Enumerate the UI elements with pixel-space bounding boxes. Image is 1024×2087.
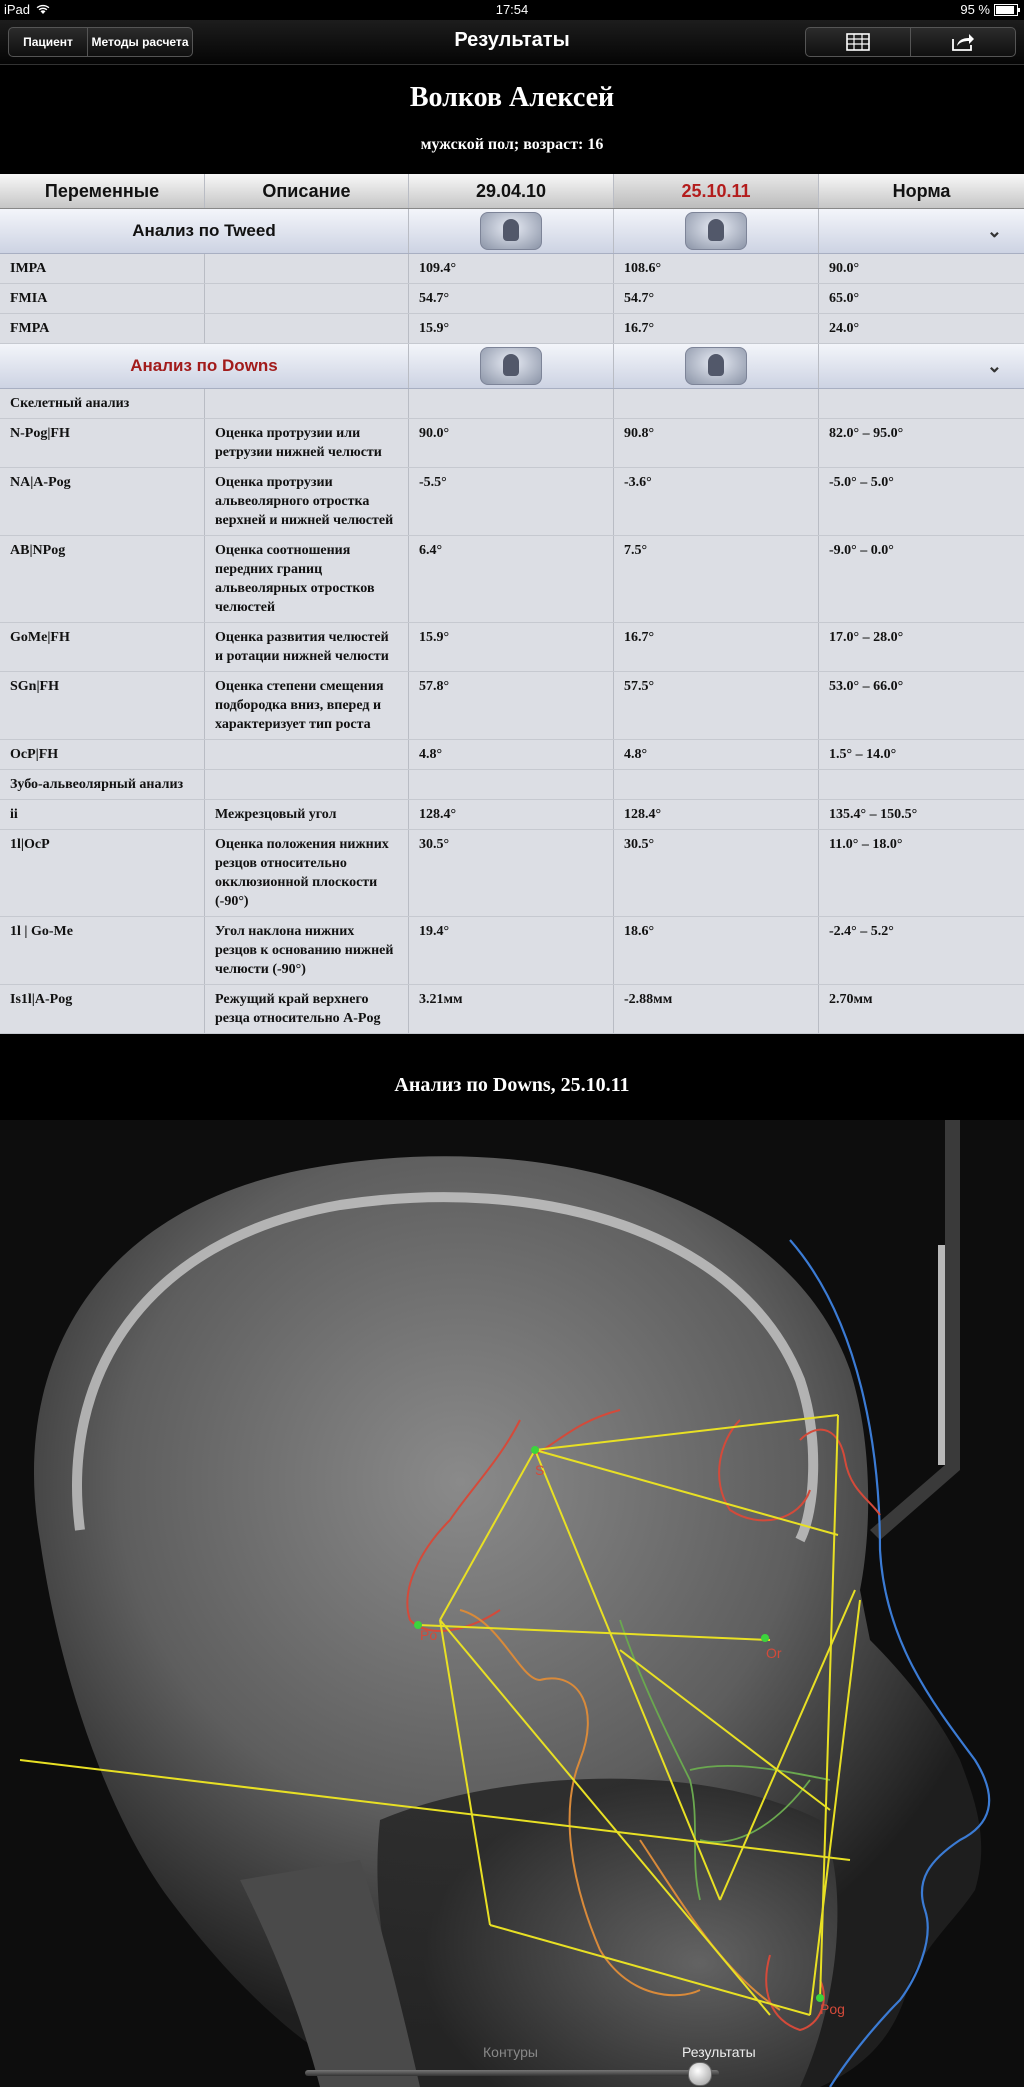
table-row [0,468,1024,536]
share-icon [951,33,975,51]
value-date1-cell: 15.9° [409,623,614,671]
norm-cell: 53.0° – 66.0° [829,679,904,694]
landmark-po: Po [420,1627,438,1643]
landmark-s: S [535,1462,545,1478]
variable-cell: NA|A-Pog [0,468,205,535]
table-row [0,740,1024,770]
device-label: iPad [4,2,31,17]
variable-cell: FMIA [0,284,205,313]
table-row [0,672,1024,740]
value-date2-cell: -3.6° [614,468,819,535]
description-cell: Режущий край верхнего резца относительно A-Pog [205,985,409,1033]
variable-cell: FMPA [0,314,205,343]
xray-title: Анализ по Downs, 25.10.11 [394,1074,630,1096]
description-cell: Угол наклона нижних резцов к основанию нижней челюсти (-90°) [205,917,409,984]
value-date1-cell: 3.21мм [409,985,614,1033]
view-slider-knob[interactable] [688,2062,712,2086]
section-title: Анализ по Tweed [132,221,276,240]
battery-label: 95 % [960,2,990,17]
description-cell [205,254,409,283]
description-cell: Оценка протрузии или ретрузии нижней челюсти [205,419,409,467]
norm-cell: 11.0° – 18.0° [829,837,903,852]
header-date-2[interactable]: 25.10.11 [614,174,819,208]
value-date2-cell: 30.5° [614,830,819,916]
landmark-pog: Pog [820,2001,845,2017]
share-button[interactable] [911,28,1015,56]
section-thumb-cell [614,209,819,253]
table-row [0,536,1024,623]
value-date1-cell: 15.9° [409,314,614,343]
tab-contours[interactable]: Контуры [483,2044,538,2060]
norm-cell: -2.4° – 5.2° [829,924,894,939]
variable-cell: 1l|OcP [0,830,205,916]
variable-cell: GoMe|FH [0,623,205,671]
clock: 17:54 [495,2,529,17]
status-bar [0,0,1024,20]
table-row [0,419,1024,468]
description-cell: Оценка соотношения передних границ альвеолярных отростков челюстей [205,536,409,622]
value-date2-cell: 16.7° [614,314,819,343]
navigation-bar [0,20,1024,65]
right-segmented-control [805,27,1016,57]
norm-cell: 135.4° – 150.5° [829,807,918,822]
bottom-tab-bar [0,2044,1024,2060]
value-date2-cell [614,389,819,418]
left-segmented-control [8,27,193,57]
value-date2-cell: 57.5° [614,672,819,739]
view-slider-track[interactable] [305,2070,719,2076]
patient-info: мужской пол; возраст: 16 [420,136,604,153]
battery-icon [994,4,1018,16]
header-variables: Переменные [0,174,205,208]
landmark-or: Or [766,1645,782,1661]
value-date1-cell [409,770,614,799]
value-date2-cell: 128.4° [614,800,819,829]
value-date1-cell: 57.8° [409,672,614,739]
value-date2-cell: 18.6° [614,917,819,984]
variable-cell: IMPA [0,254,205,283]
value-date2-cell: 16.7° [614,623,819,671]
section-header[interactable] [0,209,1024,254]
table-header [0,174,1024,209]
description-cell: Оценка положения нижних резцов относительно окклюзионной плоскости (-90°) [205,830,409,916]
variable-cell: N-Pog|FH [0,419,205,467]
norm-cell: 2.70мм [829,992,873,1007]
table-row [0,389,1024,419]
description-cell: Межрезцовый угол [205,800,409,829]
norm-cell: -5.0° – 5.0° [829,475,894,490]
value-date2-cell: 54.7° [614,284,819,313]
variable-cell: Зубо-альвеолярный анализ [0,770,205,799]
variable-cell: SGn|FH [0,672,205,739]
description-cell [205,770,409,799]
cephalogram-thumbnail-icon[interactable] [685,347,747,385]
value-date2-cell: 4.8° [614,740,819,769]
value-date2-cell [614,770,819,799]
norm-cell: -9.0° – 0.0° [829,543,894,558]
variable-cell: AB|NPog [0,536,205,622]
description-cell: Оценка степени смещения подбородка вниз, вперед и характеризует тип роста [205,672,409,739]
description-cell: Оценка развития челюстей и ротации нижней челюсти [205,623,409,671]
norm-cell: 24.0° [829,321,860,336]
value-date2-cell: -2.88мм [614,985,819,1033]
value-date1-cell: 4.8° [409,740,614,769]
value-date1-cell: 54.7° [409,284,614,313]
description-cell: Оценка протрузии альвеолярного отростка верхней и нижней челюстей [205,468,409,535]
norm-cell: 65.0° [829,291,860,306]
header-norm: Норма [892,180,951,201]
variable-cell: Скелетный анализ [0,389,205,418]
table-row [0,314,1024,344]
description-cell [205,740,409,769]
table-row [0,830,1024,917]
norm-cell: 1.5° – 14.0° [829,747,897,762]
norm-cell: 90.0° [829,261,860,276]
patient-name: Волков Алексей [409,82,615,113]
page-title: Результаты [454,29,570,51]
tab-results[interactable]: Результаты [682,2044,756,2060]
table-icon [846,33,870,51]
description-cell [205,389,409,418]
value-date1-cell: 19.4° [409,917,614,984]
cephalogram-thumbnail-icon[interactable] [685,212,747,250]
results-table [0,174,1024,1034]
norm-cell [819,770,1024,799]
norm-cell [819,389,1024,418]
patient-button[interactable]: Пациент [9,28,88,56]
description-cell [205,314,409,343]
table-row [0,284,1024,314]
cephalogram-image[interactable] [0,1120,1024,2087]
table-row [0,985,1024,1034]
calc-methods-button[interactable]: Методы расчета [91,35,189,49]
table-row [0,623,1024,672]
description-cell [205,284,409,313]
value-date2-cell: 90.8° [614,419,819,467]
value-date1-cell: 109.4° [409,254,614,283]
value-date1-cell: -5.5° [409,468,614,535]
chevron-down-icon[interactable]: ⌄ [986,220,1002,241]
norm-cell: 82.0° – 95.0° [829,426,904,441]
value-date1-cell [409,389,614,418]
value-date1-cell: 30.5° [409,830,614,916]
variable-cell: ii [0,800,205,829]
value-date2-cell: 7.5° [614,536,819,622]
cephalogram-thumbnail-icon[interactable] [480,212,542,250]
section-title: Анализ по Downs [130,356,278,375]
section-title-cell [0,344,409,388]
value-date1-cell: 128.4° [409,800,614,829]
table-view-button[interactable] [806,28,911,56]
chevron-down-icon[interactable]: ⌄ [986,355,1002,376]
header-description: Описание [205,174,409,208]
section-thumb-cell [409,344,614,388]
table-row [0,917,1024,985]
header-date-1[interactable]: 29.04.10 [409,174,614,208]
section-thumb-cell [614,344,819,388]
value-date1-cell: 6.4° [409,536,614,622]
cephalogram-thumbnail-icon[interactable] [480,347,542,385]
norm-cell: 17.0° – 28.0° [829,630,904,645]
table-row [0,770,1024,800]
section-title-cell [0,209,409,253]
table-row [0,254,1024,284]
cephalogram-svg [0,1120,1024,2087]
section-thumb-cell [409,209,614,253]
variable-cell: Is1l|A-Pog [0,985,205,1033]
variable-cell: 1l | Go-Me [0,917,205,984]
variable-cell: OcP|FH [0,740,205,769]
section-header[interactable] [0,344,1024,389]
table-row [0,800,1024,830]
value-date2-cell: 108.6° [614,254,819,283]
value-date1-cell: 90.0° [409,419,614,467]
